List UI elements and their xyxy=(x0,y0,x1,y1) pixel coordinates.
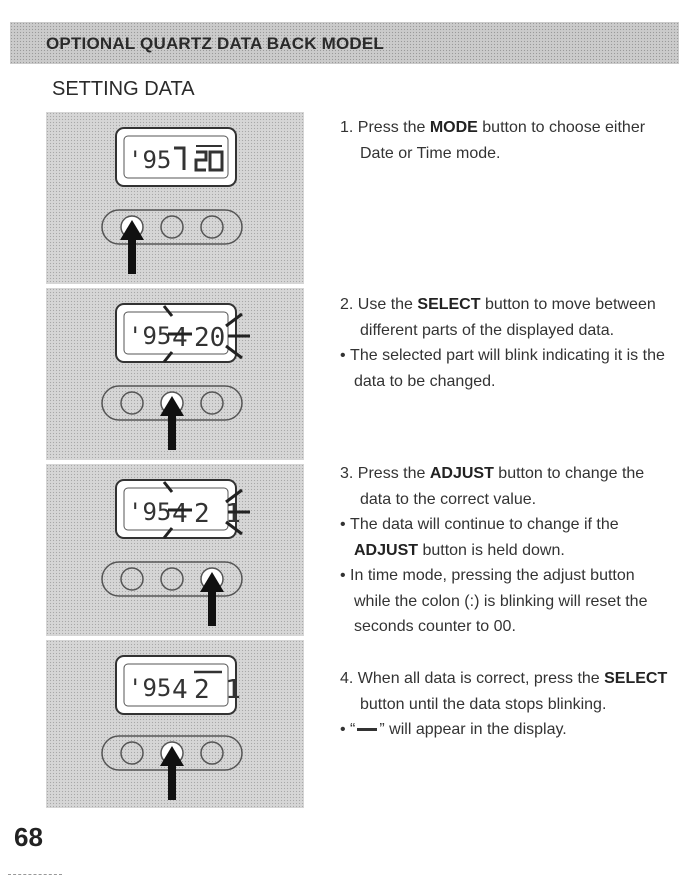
lcd-year: '95 xyxy=(128,498,172,526)
adjust-button[interactable] xyxy=(201,742,223,764)
lcd-day: 20 xyxy=(194,323,226,353)
bullet-item: • The selected part will blink indicating it is the data to be changed. xyxy=(340,347,665,390)
lcd-day: 2 1 xyxy=(194,675,241,705)
lcd-month: 4 xyxy=(172,675,188,705)
adjust-keyword: ADJUST xyxy=(429,465,494,482)
bullet-item: • “ ” will appear in the display. xyxy=(340,721,567,738)
lcd-year: '95 xyxy=(128,146,172,174)
step-1-text: 1. Press the MODE button to choose either Date or Time mode. xyxy=(340,119,646,162)
select-button[interactable] xyxy=(161,216,183,238)
lcd-display xyxy=(116,656,241,714)
lcd-year: '95 xyxy=(128,674,172,702)
lcd-day: 2 1 xyxy=(194,499,241,529)
lcd-month: 4 xyxy=(172,323,188,353)
scan-artifact xyxy=(8,874,62,876)
adjust-button[interactable] xyxy=(201,216,223,238)
page-number: 68 xyxy=(14,822,43,852)
mode-button[interactable] xyxy=(121,742,143,764)
illustration-step-2 xyxy=(46,288,304,460)
illustration-step-4 xyxy=(46,640,304,808)
dash-icon xyxy=(357,728,377,731)
illustration-step-3 xyxy=(46,464,304,636)
step-4-text: 4. When all data is correct, press the SELECT button until the data stops blinking. • “ ” will appear in the display. xyxy=(340,666,670,743)
select-button[interactable] xyxy=(161,568,183,590)
step-number: 2 xyxy=(340,296,349,313)
mode-button[interactable] xyxy=(121,568,143,590)
illustration-step-1 xyxy=(46,112,304,284)
select-keyword: SELECT xyxy=(604,670,668,687)
banner-title: OPTIONAL QUARTZ DATA BACK MODEL xyxy=(46,34,384,53)
section-title: SETTING DATA xyxy=(52,78,195,100)
lcd-month: 4 xyxy=(172,499,188,529)
mode-keyword: MODE xyxy=(429,119,478,136)
lcd-year: '95 xyxy=(128,322,172,350)
header-banner xyxy=(10,22,679,64)
mode-button[interactable] xyxy=(121,392,143,414)
step-2-text: 2. Use the SELECT button to move between different parts of the displayed data. • The selected part will blink indicating it is the data to be changed. xyxy=(340,292,670,394)
step-number: 3 xyxy=(340,465,349,482)
bullet-item: • In time mode, pressing the adjust button while the colon (:) is blinking will reset the seconds counter to 00. xyxy=(340,567,648,635)
bullet-item: • The data will continue to change if the ADJUST button is held down. xyxy=(340,516,619,559)
select-keyword: SELECT xyxy=(417,296,481,313)
adjust-button[interactable] xyxy=(201,392,223,414)
lcd-display xyxy=(116,128,236,186)
step-number: 1 xyxy=(340,119,349,136)
step-number: 4 xyxy=(340,670,349,687)
step-3-text: 3. Press the ADJUST button to change the data to the correct value. • The data will continue to change if the ADJUST button is held down. • In time mode, pressing the adjust button while the colon (:) is blinking will reset the seconds counter to 00. xyxy=(340,461,670,640)
